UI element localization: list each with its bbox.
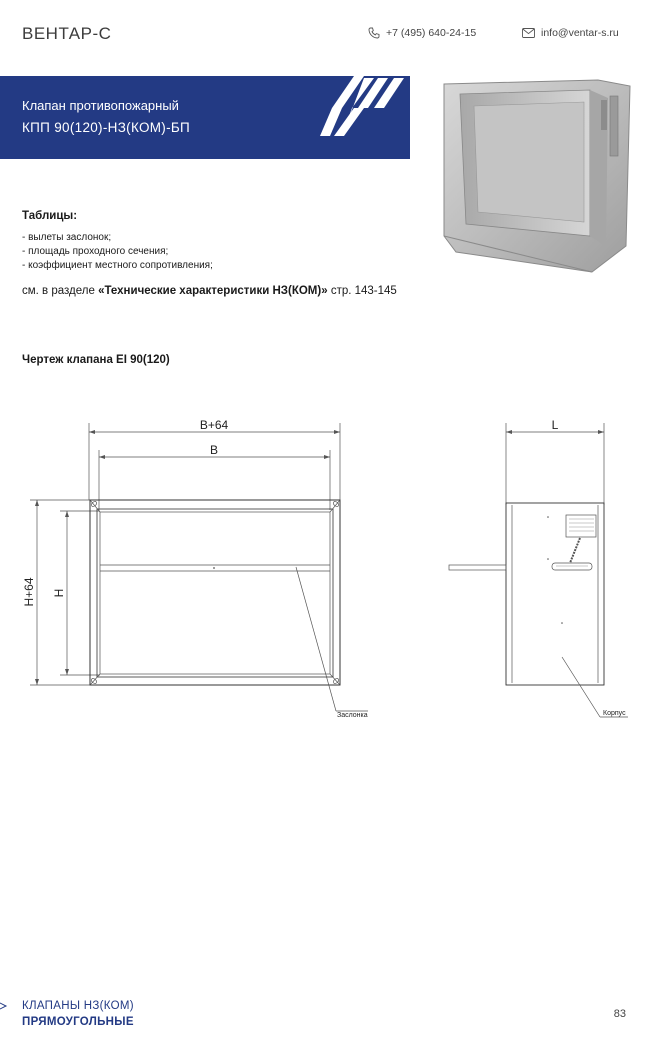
- phone-icon: [368, 27, 380, 39]
- email-address: info@ventar-s.ru: [541, 27, 619, 39]
- dim-inner-height: H: [52, 588, 66, 598]
- list-item: - вылеты заслонок;: [22, 232, 112, 243]
- brand-name: ВЕНТАР-С: [22, 24, 112, 43]
- phone-number: +7 (495) 640-24-15: [386, 27, 477, 39]
- drawing-title: Чертеж клапана EI 90(120): [22, 354, 170, 366]
- stripes-decoration: [318, 76, 410, 159]
- footer-section-line1: КЛАПАНЫ НЗ(КОМ): [22, 1000, 134, 1012]
- banner-title-line2: КПП 90(120)-НЗ(КОМ)-БП: [22, 120, 191, 135]
- title-banner: [0, 76, 410, 159]
- tables-list: [22, 231, 213, 273]
- page-number: 83: [613, 1008, 626, 1020]
- body-label: Корпус: [603, 710, 626, 717]
- list-item: - коэффициент местного сопротивления;: [22, 260, 213, 271]
- dim-outer-height: H+64: [22, 577, 36, 607]
- reference-prefix: см. в разделе: [22, 285, 99, 297]
- phone-contact[interactable]: [368, 27, 476, 39]
- damper-photo: [438, 76, 634, 276]
- email-contact[interactable]: [522, 27, 619, 39]
- reference-link[interactable]: «Технические характеристики НЗ(КОМ)»: [98, 285, 328, 297]
- envelope-icon: [522, 28, 535, 38]
- reference-pages: стр. 143-145: [327, 285, 397, 297]
- banner-title-line1: Клапан противопожарный: [22, 98, 179, 113]
- reference-text: [22, 285, 397, 297]
- footer-arrow-icon: [0, 998, 8, 1014]
- footer-section-line2: ПРЯМОУГОЛЬНЫЕ: [22, 1016, 134, 1028]
- technical-drawing: [0, 395, 659, 725]
- dim-outer-width: B+64: [199, 418, 229, 432]
- dim-length: L: [551, 418, 559, 432]
- list-item: - площадь проходного сечения;: [22, 246, 169, 257]
- damper-label: Заслонка: [337, 712, 368, 719]
- dim-inner-width: B: [209, 443, 219, 457]
- tables-heading: Таблицы:: [22, 210, 78, 222]
